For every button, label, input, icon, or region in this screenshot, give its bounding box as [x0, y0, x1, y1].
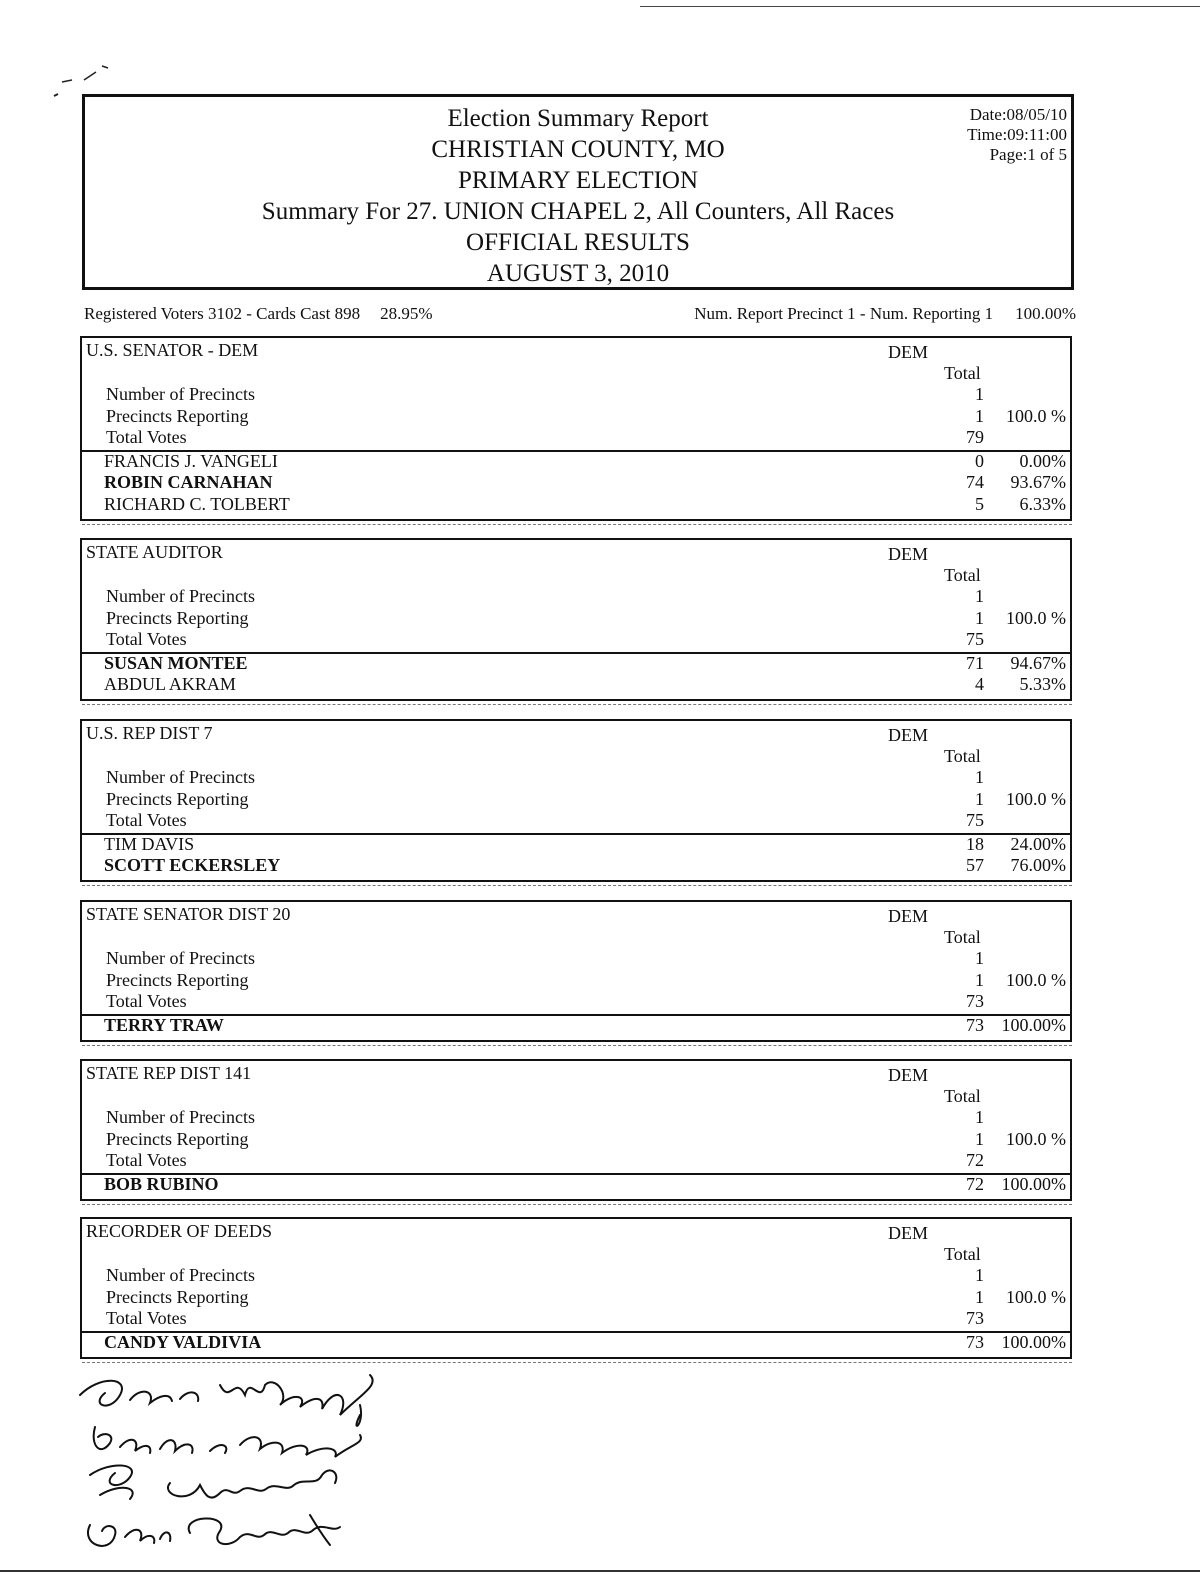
candidate-row: [82, 1015, 1070, 1037]
party-label: DEM: [888, 342, 928, 362]
row-percent: 100.0 %: [1006, 1128, 1066, 1149]
candidate-name: RICHARD C. TOLBERT: [104, 493, 290, 514]
total-column-header: Total: [944, 565, 981, 585]
party-label: DEM: [888, 544, 928, 564]
race-title: RECORDER OF DEEDS: [86, 1221, 273, 1241]
row-value: 1: [975, 1265, 984, 1285]
total-votes-row: [82, 810, 1070, 832]
candidate-row: [82, 451, 1070, 473]
signatures: [60, 1365, 420, 1565]
row-label: Number of Precincts: [106, 1265, 255, 1285]
scan-edge-bottom: [0, 1570, 1200, 1572]
candidate-percent: 0.00%: [1019, 450, 1066, 471]
precincts-reporting-row: [82, 970, 1070, 992]
scan-dash-line: [82, 885, 1072, 886]
row-label: Precincts Reporting: [106, 405, 249, 426]
total-column-header: Total: [944, 927, 981, 947]
candidate-name: BOB RUBINO: [104, 1173, 219, 1194]
candidate-votes: 72: [966, 1173, 984, 1194]
candidate-votes: 73: [966, 1014, 984, 1035]
row-value: 73: [966, 1308, 984, 1328]
signature-1: [80, 1375, 373, 1426]
race-box: [80, 538, 1072, 701]
row-value: 79: [966, 427, 984, 447]
row-value: 1: [975, 586, 984, 606]
total-votes-row: [82, 629, 1070, 651]
row-value: 1: [975, 1286, 984, 1307]
candidate-row: [82, 494, 1070, 516]
candidate-row: [82, 653, 1070, 675]
report-header: [82, 94, 1074, 290]
election-date: AUGUST 3, 2010: [486, 260, 670, 287]
county-name: CHRISTIAN COUNTY, MO: [431, 136, 725, 163]
scan-dash-line: [82, 1045, 1072, 1046]
results-type: OFFICIAL RESULTS: [466, 229, 690, 256]
candidate-row: [82, 855, 1070, 877]
total-column-header: Total: [944, 1086, 981, 1106]
number-of-precincts-row: [82, 1265, 1070, 1287]
report-meta: [967, 105, 1067, 165]
total-votes-row: [82, 1308, 1070, 1330]
total-column-header: Total: [944, 746, 981, 766]
candidate-percent: 100.00%: [1001, 1331, 1066, 1352]
row-label: Number of Precincts: [106, 767, 255, 787]
precincts-reporting-row: [82, 1129, 1070, 1151]
race-title: STATE SENATOR DIST 20: [86, 904, 291, 924]
candidate-row: [82, 1174, 1070, 1196]
precincts-reporting-row: [82, 1287, 1070, 1309]
party-label: DEM: [888, 725, 928, 745]
candidate-votes: 71: [966, 652, 984, 673]
number-of-precincts-row: [82, 586, 1070, 608]
reporting-percent: 100.00%: [1015, 304, 1076, 323]
row-label: Number of Precincts: [106, 384, 255, 404]
report-date: Date:08/05/10: [969, 105, 1067, 124]
summary-for: Summary For 27. UNION CHAPEL 2, All Counters, All Races: [261, 198, 895, 225]
candidate-percent: 100.00%: [1001, 1173, 1066, 1194]
row-value: 72: [966, 1150, 984, 1170]
precincts-reporting-summary: Num. Report Precinct 1 - Num. Reporting 1: [694, 304, 994, 323]
candidate-name: SUSAN MONTEE: [104, 652, 248, 673]
candidate-votes: 73: [966, 1331, 984, 1352]
row-percent: 100.0 %: [1006, 969, 1066, 990]
row-value: 1: [975, 1107, 984, 1127]
candidate-name: ABDUL AKRAM: [104, 674, 236, 694]
row-label: Total Votes: [106, 1150, 187, 1170]
candidate-percent: 5.33%: [1019, 674, 1066, 694]
candidate-percent: 100.00%: [1001, 1014, 1066, 1035]
race-box: [80, 1059, 1072, 1201]
scan-dash-line: [82, 704, 1072, 705]
row-value: 1: [975, 384, 984, 404]
row-label: Precincts Reporting: [106, 969, 249, 990]
row-label: Precincts Reporting: [106, 1286, 249, 1307]
precincts-reporting-row: [82, 789, 1070, 811]
row-label: Total Votes: [106, 427, 187, 447]
turnout-summary: [84, 304, 1076, 326]
candidate-votes: 74: [966, 472, 984, 492]
row-label: Precincts Reporting: [106, 607, 249, 628]
scan-edge-top: [640, 6, 1200, 7]
race-title: U.S. REP DIST 7: [86, 723, 213, 743]
candidate-percent: 94.67%: [1010, 652, 1066, 673]
row-label: Number of Precincts: [106, 948, 255, 968]
total-votes-row: [82, 1150, 1070, 1172]
candidate-name: TERRY TRAW: [104, 1014, 224, 1035]
row-value: 75: [966, 810, 984, 830]
election-name: PRIMARY ELECTION: [457, 167, 699, 194]
candidate-name: CANDY VALDIVIA: [104, 1331, 262, 1352]
row-value: 1: [975, 607, 984, 628]
row-label: Total Votes: [106, 991, 187, 1011]
party-label: DEM: [888, 1223, 928, 1243]
candidate-votes: 57: [966, 855, 984, 875]
signature-2: [94, 1427, 361, 1457]
turnout-percent: 28.95%: [380, 304, 433, 323]
row-percent: 100.0 %: [1006, 1286, 1066, 1307]
signature-3: [90, 1465, 336, 1499]
scan-dash-line: [82, 1362, 1072, 1363]
race-title: STATE REP DIST 141: [86, 1063, 252, 1083]
signature-4: [88, 1515, 340, 1546]
candidate-row: [82, 834, 1070, 856]
candidate-name: SCOTT ECKERSLEY: [104, 855, 281, 875]
row-label: Number of Precincts: [106, 1107, 255, 1127]
row-label: Total Votes: [106, 629, 187, 649]
candidate-percent: 93.67%: [1010, 472, 1066, 492]
total-votes-row: [82, 991, 1070, 1013]
precincts-reporting-row: [82, 608, 1070, 630]
row-label: Total Votes: [106, 810, 187, 830]
party-label: DEM: [888, 906, 928, 926]
row-percent: 100.0 %: [1006, 405, 1066, 426]
row-label: Precincts Reporting: [106, 788, 249, 809]
candidate-name: ROBIN CARNAHAN: [104, 472, 273, 492]
report-title: Election Summary Report: [447, 105, 709, 132]
row-value: 73: [966, 991, 984, 1011]
candidate-votes: 4: [975, 674, 984, 694]
candidate-row: [82, 472, 1070, 494]
number-of-precincts-row: [82, 948, 1070, 970]
candidate-row: [82, 674, 1070, 696]
page-number: Page:1 of 5: [989, 145, 1067, 164]
row-value: 1: [975, 969, 984, 990]
row-value: 1: [975, 405, 984, 426]
row-percent: 100.0 %: [1006, 788, 1066, 809]
row-value: 1: [975, 1128, 984, 1149]
race-box: [80, 1217, 1072, 1359]
scan-dash-line: [82, 1204, 1072, 1205]
row-value: 1: [975, 767, 984, 787]
candidate-percent: 24.00%: [1010, 833, 1066, 854]
precincts-reporting-row: [82, 406, 1070, 428]
report-time: Time:09:11:00: [967, 125, 1067, 144]
row-value: 75: [966, 629, 984, 649]
row-value: 1: [975, 788, 984, 809]
row-label: Precincts Reporting: [106, 1128, 249, 1149]
candidate-name: FRANCIS J. VANGELI: [104, 450, 278, 471]
total-column-header: Total: [944, 1244, 981, 1264]
party-label: DEM: [888, 1065, 928, 1085]
race-box: [80, 336, 1072, 521]
number-of-precincts-row: [82, 1107, 1070, 1129]
candidate-name: TIM DAVIS: [104, 833, 195, 854]
row-percent: 100.0 %: [1006, 607, 1066, 628]
registered-voters: Registered Voters 3102 - Cards Cast 898: [84, 304, 361, 323]
total-column-header: Total: [944, 363, 981, 383]
row-value: 1: [975, 948, 984, 968]
number-of-precincts-row: [82, 384, 1070, 406]
candidate-votes: 0: [975, 450, 984, 471]
number-of-precincts-row: [82, 767, 1070, 789]
race-title: STATE AUDITOR: [86, 542, 223, 562]
candidate-votes: 18: [966, 833, 984, 854]
candidate-percent: 6.33%: [1019, 493, 1066, 514]
row-label: Total Votes: [106, 1308, 187, 1328]
candidate-row: [82, 1332, 1070, 1354]
race-box: [80, 719, 1072, 882]
candidate-percent: 76.00%: [1010, 855, 1066, 875]
race-title: U.S. SENATOR - DEM: [86, 340, 259, 360]
candidate-votes: 5: [975, 493, 984, 514]
total-votes-row: [82, 427, 1070, 449]
row-label: Number of Precincts: [106, 586, 255, 606]
race-box: [80, 900, 1072, 1042]
scan-dash-line: [82, 524, 1072, 525]
